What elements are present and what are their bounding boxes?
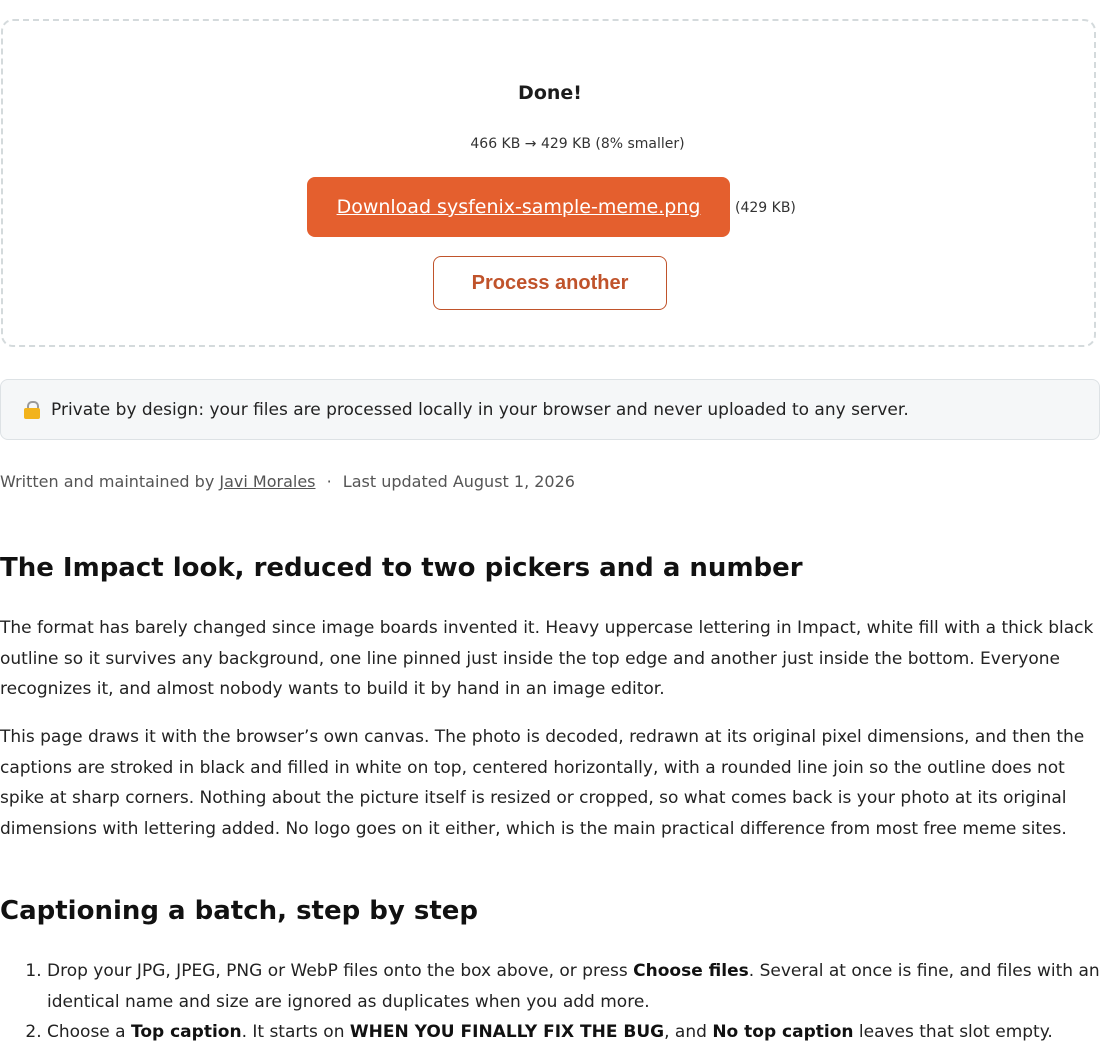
- steps-list: [0, 956, 1100, 1048]
- default-caption-term: WHEN YOU FINALLY FIX THE BUG: [349, 1022, 665, 1042]
- download-size: (429 KB): [735, 200, 796, 216]
- byline-separator: ·: [326, 472, 332, 491]
- paragraph-format: The format has barely changed since image boards invented it. Heavy uppercase lettering in Impact, white fill with a thick black outline so it survives any background, one line pinned just inside the top edge and another just inside the bottom. Everyone recognizes it, and almost nobody wants to build it by hand in an image editor.: [0, 618, 1094, 699]
- section-heading-batch: Captioning a batch, step by step: [0, 896, 479, 926]
- byline: [0, 472, 575, 491]
- privacy-text: Private by design: your files are processed locally in your browser and never uploaded to any server.: [51, 399, 909, 420]
- paragraph-canvas: This page draws it with the browser’s own canvas. The photo is decoded, redrawn at its original pixel dimensions, and then the captions are stroked in black and filled in white on top, centered horizontally, with a rounded line join so the outline does not spike at sharp corners. Nothing about the picture itself is resized or cropped, so what comes back is your photo at its original dimensions with lettering added. No logo goes on it either, which is the main practical difference from most free meme sites.: [0, 727, 1085, 839]
- author-link[interactable]: Javi Morales: [219, 472, 316, 491]
- last-updated: Last updated August 1, 2026: [342, 472, 575, 491]
- privacy-notice: [0, 379, 1100, 440]
- process-another-button[interactable]: Process another: [433, 256, 667, 310]
- top-caption-term: Top caption: [131, 1022, 242, 1042]
- no-top-caption-term: No top caption: [712, 1022, 854, 1042]
- done-heading: Done!: [518, 82, 582, 104]
- section-heading-impact: The Impact look, reduced to two pickers and a number: [0, 553, 803, 583]
- choose-files-term: Choose files: [633, 961, 749, 981]
- lock-icon: [23, 401, 41, 419]
- byline-prefix: Written and maintained by: [0, 472, 215, 491]
- list-item: 2. Choose a Top caption. It starts on WHEN YOU FINALLY FIX THE BUG, and No top caption leaves that slot empty.: [47, 1017, 1100, 1048]
- list-item: 1. Drop your JPG, JPEG, PNG or WebP files onto the box above, or press Choose files. Several at once is fine, and files with an identical name and size are ignored as duplicates when you add more.: [47, 956, 1100, 1017]
- download-button[interactable]: Download sysfenix-sample-meme.png: [307, 177, 730, 237]
- size-summary: 466 KB → 429 KB (8% smaller): [470, 136, 685, 152]
